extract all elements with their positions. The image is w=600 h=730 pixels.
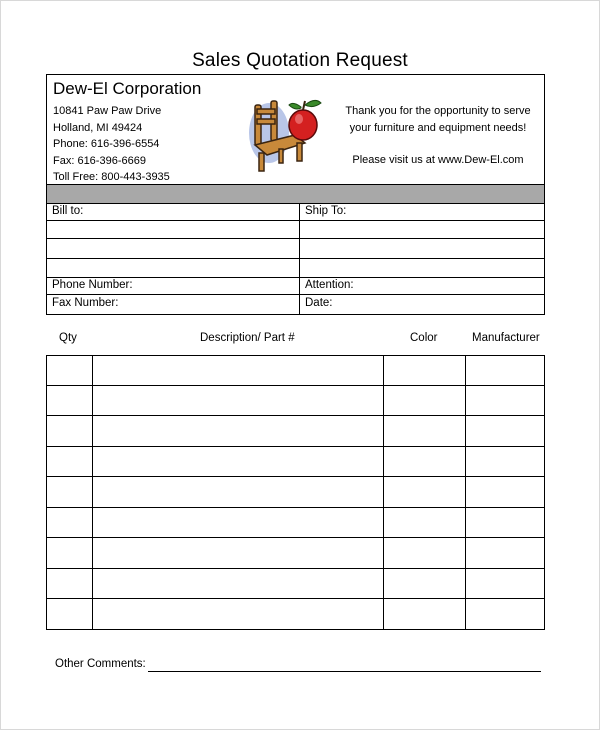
row-divider [47,507,544,508]
row-divider [47,385,544,386]
company-header [46,74,545,185]
row-divider [47,220,544,221]
row-divider [47,568,544,569]
row-divider [47,258,544,259]
company-phone: Phone: 616-396-6554 [53,138,160,150]
company-fax: Fax: 616-396-6669 [53,155,146,167]
phone-number-label: Phone Number: [52,279,133,291]
qty-header: Qty [59,332,77,344]
row-divider [47,598,544,599]
row-divider [47,537,544,538]
row-divider [47,476,544,477]
website-line: Please visit us at www.Dew-El.com [352,154,524,166]
company-name: Dew-El Corporation [53,79,202,98]
date-label: Date: [305,297,333,309]
row-divider [47,446,544,447]
thanks-line-1: Thank you for the opportunity to serve [345,105,531,117]
row-divider [47,277,544,278]
other-comments-label: Other Comments: [55,658,146,670]
manufacturer-header: Manufacturer [472,332,540,344]
chair-apple-icon [245,89,329,175]
ship-to-label: Ship To: [305,205,347,217]
column-divider [383,356,384,629]
thanks-line-2: your furniture and equipment needs! [349,122,527,134]
attention-label: Attention: [305,279,354,291]
bill-to-label: Bill to: [52,205,84,217]
color-header: Color [410,332,438,344]
fax-number-label: Fax Number: [52,297,119,309]
description-header: Description/ Part # [200,332,295,344]
bill-ship-table [46,203,545,315]
column-divider [92,356,93,629]
column-divider [465,356,466,629]
company-street: 10841 Paw Paw Drive [53,105,162,117]
section-divider-bar [46,184,545,204]
other-comments-line [148,671,541,672]
row-divider [47,294,544,295]
row-divider [47,415,544,416]
company-city: Holland, MI 49424 [53,122,143,134]
row-divider [47,238,544,239]
items-table [46,355,545,630]
page-title: Sales Quotation Request [192,50,408,71]
company-tollfree: Toll Free: 800-443-3935 [53,171,170,183]
